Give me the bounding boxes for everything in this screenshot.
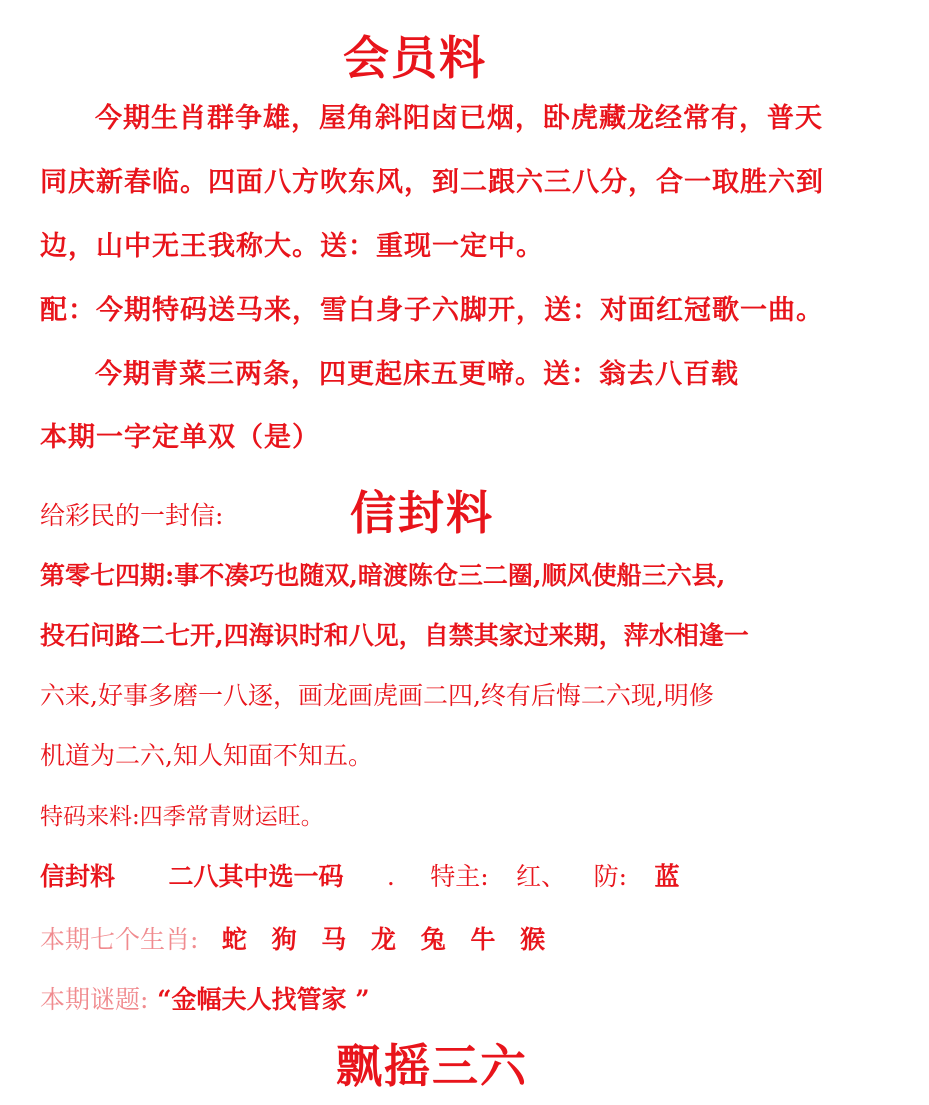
poem-line-5: 今期青菜三两条，四更起床五更啼。送：翁去八百载 <box>95 359 739 390</box>
member-material-title: 会员料 <box>343 31 487 85</box>
special-code-line: 特码来料:四季常青财运旺。 <box>40 804 324 830</box>
single-double-line: 本期一字定单双（是） <box>40 422 320 453</box>
letter-line-1: 第零七四期:事不凑巧也随双,暗渡陈仓三二圈,顺风使船三六县, <box>40 561 726 590</box>
poem-line-3: 边，山中无王我称大。送：重现一定中。 <box>40 231 544 262</box>
envelope-pick: 二八其中选一码 <box>168 862 344 891</box>
poem-line-1: 今期生肖群争雄，屋角斜阳卤已烟，卧虎藏龙经常有，普天 <box>95 103 823 134</box>
pei-line: 配：今期特码送马来，雪白身子六脚开，送：对面红冠歌一曲。 <box>40 295 824 326</box>
poem-line-2: 同庆新春临。四面八方吹东风，到二跟六三八分，合一取胜六到 <box>40 167 824 198</box>
zodiac-row <box>40 920 553 956</box>
letter-line-3: 六来,好事多磨一八逐，画龙画虎画二四,终有后悔二六现,明修 <box>40 681 714 710</box>
riddle-row <box>40 980 370 1016</box>
guard-color: 蓝 <box>654 862 680 891</box>
riddle-label: 本期谜题: <box>40 985 149 1014</box>
envelope-material-title: 信封料 <box>350 486 494 540</box>
main-color: 红、 <box>516 862 567 891</box>
letter-label: 给彩民的一封信: <box>40 501 224 530</box>
guard-label: 防: <box>593 862 628 891</box>
zodiac-list: 蛇 狗 马 龙 兔 牛 猴 <box>221 925 554 954</box>
envelope-pick-row <box>40 857 680 893</box>
footer-title: 飘摇三六 <box>336 1039 528 1093</box>
letter-line-2: 投石问路二七开,四海识时和八见，自禁其家过来期，萍水相逢一 <box>40 621 749 650</box>
main-color-label: 特主: <box>430 862 489 891</box>
envelope-label: 信封料 <box>40 862 116 891</box>
riddle-text: “金幅夫人找管家 ” <box>157 985 370 1014</box>
letter-line-4: 机道为二六,知人知面不知五。 <box>40 741 373 770</box>
zodiac-label: 本期七个生肖: <box>40 925 199 954</box>
separator-dot: . <box>386 862 395 891</box>
